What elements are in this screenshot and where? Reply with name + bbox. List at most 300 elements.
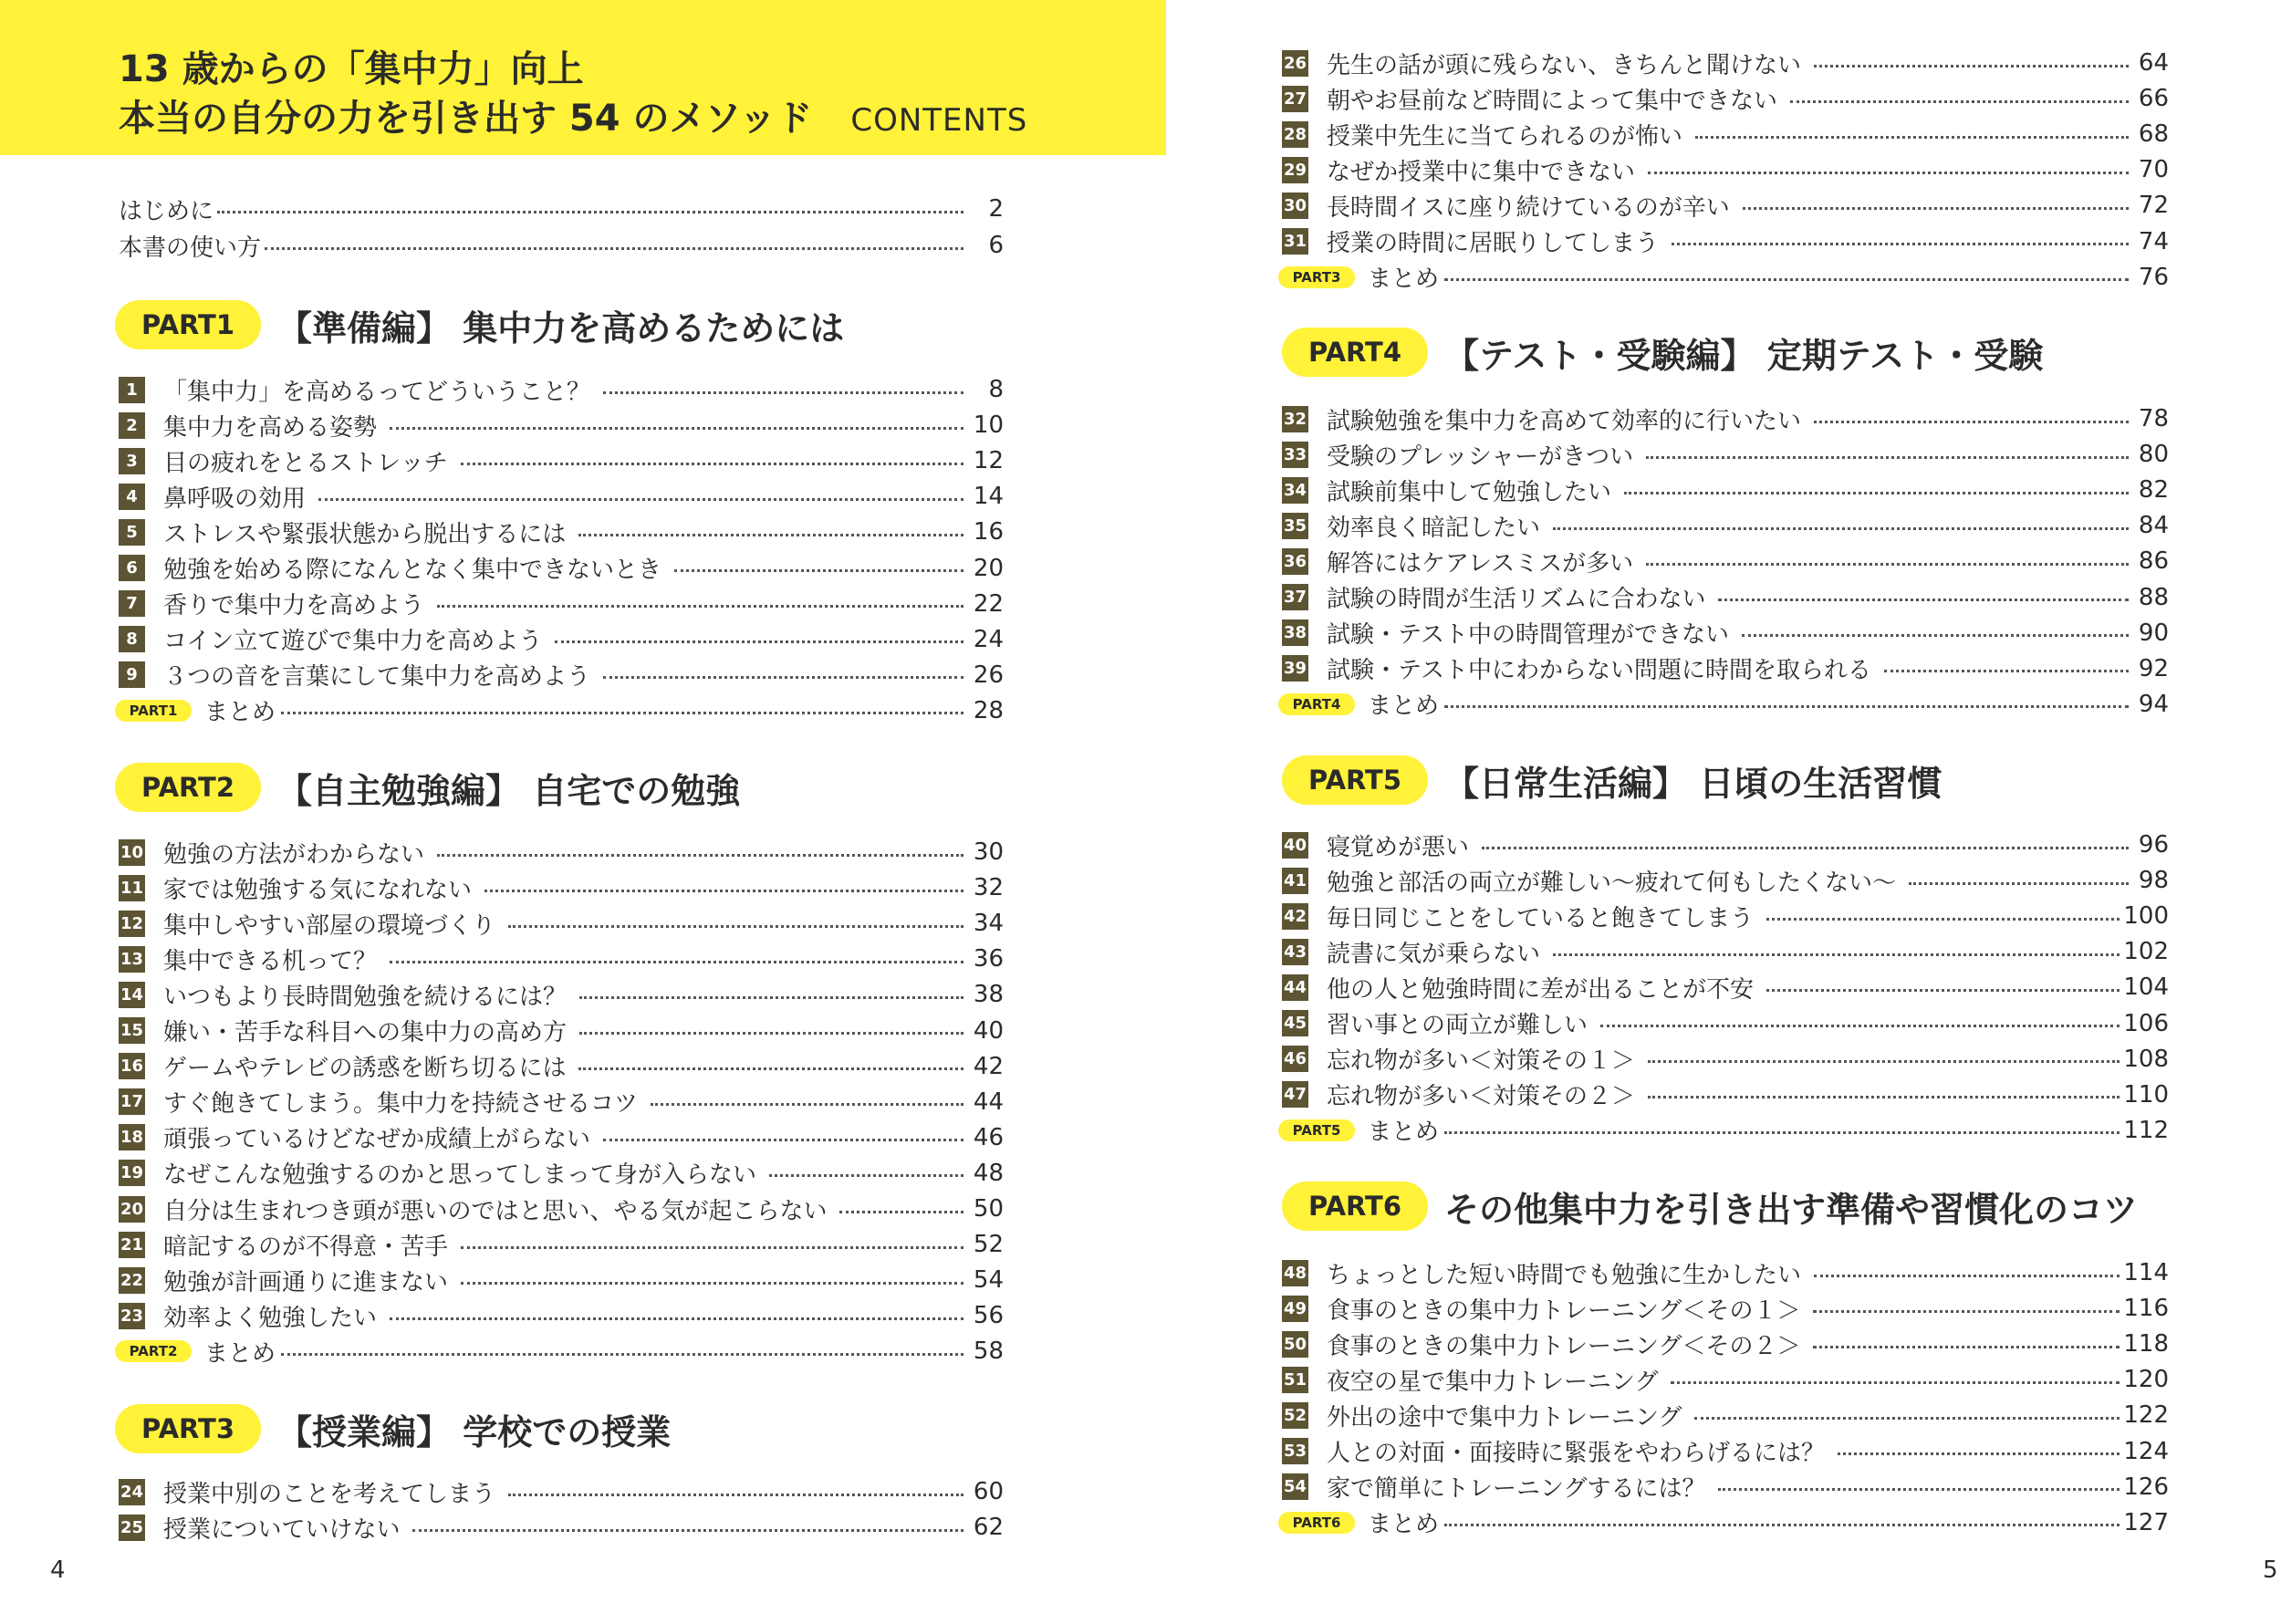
chapter-number-box: 39 — [1282, 655, 1308, 682]
dot-leader — [1553, 527, 2129, 530]
toc-item-label: はじめに — [119, 197, 214, 225]
toc-item-row[interactable] — [1282, 972, 2169, 1003]
chapter-number-box: 6 — [119, 555, 145, 581]
toc-page-number: 24 — [973, 625, 1004, 653]
toc-item-row[interactable] — [119, 908, 1004, 939]
chapter-number-box: 41 — [1282, 868, 1308, 894]
chapter-number-box: 20 — [119, 1196, 145, 1223]
toc-page-number: 50 — [973, 1195, 1004, 1223]
dot-leader — [412, 1529, 963, 1532]
toc-page-number: 46 — [973, 1123, 1004, 1151]
part-mini-badge: PART1 — [115, 700, 192, 722]
toc-item-row[interactable] — [119, 1015, 1004, 1046]
toc-item-row[interactable] — [1282, 1328, 2169, 1359]
toc-item-row[interactable] — [1282, 865, 2169, 896]
toc-item-row[interactable] — [119, 1087, 1004, 1118]
toc-item-label: 勉強を始める際になんとなく集中できないとき — [163, 557, 662, 584]
toc-item-label: 夜空の星で集中力トレーニング — [1327, 1368, 1659, 1396]
dot-leader — [1482, 847, 2129, 849]
toc-page-number: 108 — [2123, 1045, 2169, 1073]
toc-page-number: 54 — [973, 1266, 1004, 1295]
toc-page-number: 84 — [2138, 512, 2169, 540]
toc-item-label: 家で簡単にトレーニングするには？ — [1327, 1475, 1706, 1504]
chapter-number-box: 18 — [119, 1124, 145, 1150]
dot-leader — [1814, 421, 2129, 423]
part-header — [1282, 1179, 2138, 1234]
toc-item-row[interactable] — [119, 660, 1004, 691]
toc-item-row[interactable] — [119, 1512, 1004, 1543]
dot-leader — [265, 247, 963, 250]
part-mini-badge: PART2 — [115, 1340, 192, 1362]
toc-item-label: 朝やお昼前など時間によって集中できない — [1327, 87, 1778, 115]
toc-item-row[interactable] — [119, 1051, 1004, 1082]
part-title: 【テスト・受験編】 定期テスト・受験 — [1444, 335, 2044, 376]
toc-item-label: 毎日同じことをしていると飽きてしまう — [1327, 904, 1755, 932]
chapter-number-box: 28 — [1282, 121, 1308, 148]
toc-page-number: 14 — [973, 483, 1004, 511]
page-number-right: 5 — [2263, 1556, 2278, 1584]
chapter-number-box: 5 — [119, 519, 145, 546]
toc-item-row[interactable] — [119, 516, 1004, 547]
toc-page-number: 72 — [2138, 192, 2169, 220]
toc-item-row[interactable] — [119, 1122, 1004, 1153]
toc-item-label: 本書の使い方 — [119, 234, 262, 262]
toc-item-label: 試験・テスト中にわからない問題に時間を取られる — [1327, 657, 1871, 685]
dot-leader — [461, 1282, 963, 1285]
toc-page-number: 8 — [988, 376, 1004, 403]
toc-item-row[interactable] — [119, 872, 1004, 903]
chapter-number-box: 40 — [1282, 832, 1308, 859]
toc-page-number: 40 — [973, 1016, 1004, 1045]
toc-item-label: ３つの音を言葉にして集中力を高めよう — [163, 663, 591, 692]
toc-item-row[interactable] — [119, 1158, 1004, 1189]
toc-item-row[interactable] — [1282, 47, 2169, 78]
toc-summary-row[interactable] — [1282, 689, 2169, 720]
chapter-number-box: 10 — [119, 839, 145, 866]
part-mini-badge: PART4 — [1278, 693, 1355, 715]
toc-item-label: 嫌い・苦手な科目への集中力の高め方 — [163, 1019, 568, 1046]
dot-leader — [578, 534, 963, 536]
toc-page-number: 32 — [973, 874, 1004, 902]
dot-leader — [1444, 1524, 2120, 1526]
toc-item-label: 効率良く暗記したい — [1327, 514, 1541, 542]
part-title: その他集中力を引き出す準備や習慣化のコツ — [1444, 1189, 2139, 1230]
toc-item-label: まとめ — [204, 1339, 276, 1368]
dot-leader — [1444, 705, 2129, 708]
toc-item-label: 自分は生まれつき頭が悪いのではと思い、やる気が起こらない — [163, 1197, 828, 1225]
toc-item-label: 他の人と勉強時間に差が出ることが不安 — [1327, 975, 1755, 1004]
toc-page-number: 126 — [2123, 1473, 2169, 1501]
toc-item-row[interactable] — [1282, 83, 2169, 114]
toc-item-row[interactable] — [1282, 474, 2169, 505]
dot-leader — [1884, 670, 2129, 672]
toc-intro-row[interactable] — [119, 193, 1004, 224]
dot-leader — [1671, 1381, 2120, 1384]
part-badge: PART5 — [1282, 755, 1428, 805]
toc-page-number: 44 — [973, 1088, 1004, 1116]
dot-leader — [555, 640, 963, 643]
toc-page-number: 42 — [973, 1052, 1004, 1080]
toc-page-number: 80 — [2138, 441, 2169, 469]
toc-item-row[interactable] — [1282, 1472, 2169, 1503]
toc-item-label: 鼻呼吸の効用 — [163, 484, 307, 513]
dot-leader — [1695, 136, 2129, 139]
toc-page-number: 64 — [2138, 49, 2169, 77]
toc-item-label: 勉強の方法がわからない — [163, 840, 425, 869]
chapter-number-box: 46 — [1282, 1046, 1308, 1072]
left-page — [0, 0, 1140, 1624]
toc-item-label: 頑張っているけどなぜか成績上がらない — [163, 1126, 591, 1154]
chapter-number-box: 44 — [1282, 974, 1308, 1001]
toc-item-row[interactable] — [1282, 403, 2169, 434]
dot-leader — [390, 427, 963, 430]
toc-item-label: まとめ — [1368, 265, 1440, 294]
dot-leader — [603, 1139, 963, 1141]
chapter-number-box: 52 — [1282, 1402, 1308, 1429]
toc-item-label: 先生の話が頭に残らない、きちんと聞けない — [1327, 51, 1802, 79]
toc-page-number: 104 — [2123, 973, 2169, 1002]
chapter-number-box: 31 — [1282, 228, 1308, 255]
toc-item-row[interactable] — [1282, 1257, 2169, 1288]
right-page — [1140, 0, 2281, 1624]
toc-page-number: 118 — [2123, 1330, 2169, 1359]
toc-item-label: 忘れ物が多い＜対策その２＞ — [1327, 1083, 1636, 1111]
part-mini-badge: PART6 — [1278, 1512, 1355, 1534]
toc-page-number: 10 — [973, 411, 1004, 440]
toc-item-row[interactable] — [119, 410, 1004, 441]
toc-item-row[interactable] — [1282, 190, 2169, 221]
chapter-number-box: 54 — [1282, 1473, 1308, 1500]
toc-item-label: 食事のときの集中力トレーニング＜その２＞ — [1327, 1332, 1801, 1360]
chapter-number-box: 43 — [1282, 939, 1308, 965]
toc-item-label: すぐ飽きてしまう。集中力を持続させるコツ — [163, 1090, 639, 1119]
dot-leader — [508, 1494, 963, 1496]
dot-leader — [217, 211, 963, 213]
chapter-number-box: 21 — [119, 1232, 145, 1258]
toc-summary-row[interactable] — [1282, 1507, 2169, 1538]
dot-leader — [390, 961, 963, 963]
chapter-number-box: 29 — [1282, 157, 1308, 183]
toc-item-row[interactable] — [119, 979, 1004, 1010]
toc-page-number: 52 — [973, 1231, 1004, 1259]
toc-page-number: 34 — [973, 910, 1004, 938]
toc-item-row[interactable] — [1282, 510, 2169, 541]
toc-item-row[interactable] — [119, 837, 1004, 868]
toc-page-number: 56 — [973, 1302, 1004, 1330]
chapter-number-box: 22 — [119, 1267, 145, 1294]
toc-item-row[interactable] — [1282, 1293, 2169, 1324]
toc-page-number: 86 — [2138, 547, 2169, 576]
toc-item-row[interactable] — [1282, 1364, 2169, 1395]
dot-leader — [839, 1211, 963, 1213]
toc-item-label: 集中力を高める姿勢 — [163, 413, 378, 442]
toc-item-row[interactable] — [1282, 1044, 2169, 1075]
dot-leader — [1718, 1488, 2120, 1491]
toc-page-number: 122 — [2123, 1401, 2169, 1430]
chapter-number-box: 53 — [1282, 1438, 1308, 1464]
toc-item-label: 寝覚めが悪い — [1327, 833, 1470, 861]
toc-item-row[interactable] — [119, 445, 1004, 476]
toc-page-number: 70 — [2138, 156, 2169, 184]
toc-item-label: 集中できる机って？ — [163, 947, 378, 975]
toc-item-row[interactable] — [119, 374, 1004, 405]
toc-page-number: 90 — [2138, 619, 2169, 647]
chapter-number-box: 37 — [1282, 584, 1308, 610]
dot-leader — [484, 890, 963, 892]
toc-item-row[interactable] — [119, 1265, 1004, 1296]
toc-item-label: ストレスや緊張状態から脱出するには — [163, 520, 567, 548]
dot-leader — [281, 1353, 963, 1356]
chapter-number-box: 9 — [119, 661, 145, 688]
chapter-number-box: 33 — [1282, 442, 1308, 468]
toc-page-number: 127 — [2123, 1508, 2169, 1536]
toc-item-label: ゲームやテレビの誘惑を断ち切るには — [163, 1055, 567, 1083]
toc-page-number: 12 — [973, 447, 1004, 475]
toc-intro-row[interactable] — [119, 230, 1004, 261]
part-mini-badge: PART5 — [1278, 1119, 1355, 1141]
toc-item-row[interactable] — [1282, 1008, 2169, 1039]
toc-page-number: 62 — [973, 1514, 1004, 1542]
toc-summary-row[interactable] — [1282, 262, 2169, 293]
part-mini-badge: PART3 — [1278, 266, 1355, 288]
toc-page-number: 78 — [2138, 405, 2169, 432]
toc-page-number: 112 — [2123, 1116, 2169, 1144]
chapter-number-box: 4 — [119, 484, 145, 510]
toc-item-row[interactable] — [119, 1300, 1004, 1331]
chapter-number-box: 23 — [119, 1303, 145, 1329]
toc-item-label: 外出の途中で集中力トレーニング — [1327, 1403, 1682, 1431]
toc-item-row[interactable] — [1282, 618, 2169, 649]
dot-leader — [1444, 1131, 2120, 1134]
chapter-number-box: 2 — [119, 412, 145, 439]
dot-leader — [1909, 882, 2129, 885]
toc-page-number: 82 — [2138, 476, 2169, 505]
part-header — [115, 1401, 671, 1456]
chapter-number-box: 11 — [119, 875, 145, 901]
toc-page-number: 30 — [973, 838, 1004, 866]
toc-page-number: 68 — [2138, 120, 2169, 149]
part-badge: PART1 — [115, 300, 261, 349]
toc-item-row[interactable] — [1282, 900, 2169, 932]
toc-item-row[interactable] — [119, 1229, 1004, 1260]
toc-item-row[interactable] — [1282, 154, 2169, 185]
page-number-left: 4 — [50, 1556, 66, 1584]
toc-item-label: 暗記するのが不得意・苦手 — [163, 1233, 449, 1261]
toc-item-row[interactable] — [119, 624, 1004, 655]
toc-item-label: 勉強が計画通りに進まない — [163, 1268, 449, 1296]
part-title: 【日常生活編】 日頃の生活習慣 — [1444, 763, 1942, 804]
dot-leader — [579, 1032, 963, 1035]
toc-summary-row[interactable] — [119, 695, 1004, 726]
dot-leader — [1742, 634, 2129, 637]
toc-page-number: 106 — [2123, 1009, 2169, 1037]
toc-item-label: 試験・テスト中の時間管理ができない — [1327, 621, 1729, 650]
toc-item-label: 忘れ物が多い＜対策その１＞ — [1327, 1047, 1636, 1076]
chapter-number-box: 25 — [119, 1515, 145, 1541]
toc-item-row[interactable] — [1282, 226, 2169, 257]
dot-leader — [1624, 492, 2129, 494]
chapter-number-box: 35 — [1282, 513, 1308, 539]
chapter-number-box: 27 — [1282, 86, 1308, 112]
chapter-number-box: 36 — [1282, 548, 1308, 575]
toc-item-label: まとめ — [1368, 692, 1440, 721]
contents-label: CONTENTS — [850, 102, 1028, 139]
chapter-number-box: 48 — [1282, 1260, 1308, 1286]
toc-page-number: 120 — [2123, 1366, 2169, 1394]
dot-leader — [603, 676, 963, 679]
toc-item-label: 授業中先生に当てられるのが怖い — [1327, 122, 1683, 151]
dot-leader — [603, 391, 963, 394]
toc-item-row[interactable] — [119, 588, 1004, 619]
toc-item-label: いつもより長時間勉強を続けるには？ — [163, 983, 568, 1011]
dot-leader — [461, 1246, 963, 1249]
toc-item-row[interactable] — [1282, 1436, 2169, 1467]
toc-page-number: 110 — [2123, 1080, 2169, 1109]
chapter-number-box: 8 — [119, 626, 145, 652]
toc-item-label: 試験勉強を集中力を高めて効率的に行いたい — [1327, 407, 1802, 435]
dot-leader — [1813, 1310, 2120, 1313]
dot-leader — [1718, 599, 2129, 601]
toc-page-number: 88 — [2138, 583, 2169, 611]
toc-item-label: 授業の時間に居眠りしてしまう — [1327, 230, 1660, 257]
toc-page-number: 26 — [973, 661, 1004, 689]
part-title: 【授業編】 学校での授業 — [277, 1411, 672, 1452]
toc-page-number: 100 — [2123, 902, 2169, 931]
toc-item-row[interactable] — [119, 481, 1004, 512]
toc-item-row[interactable] — [1282, 653, 2169, 684]
chapter-number-box: 15 — [119, 1017, 145, 1044]
chapter-number-box: 49 — [1282, 1296, 1308, 1322]
dot-leader — [1790, 100, 2129, 103]
dot-leader — [1694, 1417, 2120, 1420]
book-subtitle — [119, 89, 1027, 141]
toc-page-number: 114 — [2123, 1259, 2169, 1286]
subtitle-text: 本当の自分の力を引き出す 54 のメソッド — [119, 98, 813, 140]
chapter-number-box: 1 — [119, 377, 145, 403]
toc-item-row[interactable] — [1282, 1079, 2169, 1110]
toc-item-label: コイン立て遊びで集中力を高めよう — [163, 628, 543, 656]
part-badge: PART3 — [115, 1404, 261, 1453]
toc-item-label: なぜか授業中に集中できない — [1327, 158, 1636, 186]
toc-item-label: 習い事との両立が難しい — [1327, 1012, 1588, 1039]
toc-item-label: 家では勉強する気になれない — [163, 876, 473, 904]
toc-item-label: 「集中力」を高めるってどういうこと？ — [163, 378, 591, 406]
dot-leader — [390, 1317, 963, 1320]
toc-page-number: 48 — [973, 1159, 1004, 1187]
dot-leader — [437, 605, 963, 608]
dot-leader — [1648, 1096, 2120, 1098]
dot-leader — [674, 569, 963, 572]
dot-leader — [1743, 207, 2129, 210]
dot-leader — [318, 498, 963, 501]
toc-item-row[interactable] — [119, 1193, 1004, 1224]
dot-leader — [578, 1067, 963, 1070]
dot-leader — [651, 1103, 963, 1106]
part-header — [1282, 753, 1942, 807]
book-title: 13 歳からの「集中力」向上 — [119, 48, 584, 90]
part-badge: PART6 — [1282, 1182, 1428, 1231]
chapter-number-box: 24 — [119, 1479, 145, 1505]
chapter-number-box: 50 — [1282, 1331, 1308, 1358]
toc-item-row[interactable] — [119, 553, 1004, 584]
toc-page-number: 6 — [988, 232, 1004, 259]
toc-page-number: 16 — [973, 518, 1004, 547]
toc-item-row[interactable] — [1282, 439, 2169, 470]
toc-item-label: 人との対面・面接時に緊張をやわらげるには？ — [1327, 1440, 1826, 1467]
dot-leader — [461, 463, 963, 465]
toc-item-label: 試験の時間が生活リズムに合わない — [1327, 586, 1706, 613]
dot-leader — [1813, 1346, 2120, 1348]
toc-item-label: 試験前集中して勉強したい — [1327, 478, 1612, 506]
dot-leader — [1766, 989, 2120, 992]
dot-leader — [281, 712, 963, 714]
dot-leader — [769, 1174, 963, 1177]
chapter-number-box: 32 — [1282, 406, 1308, 432]
chapter-number-box: 42 — [1282, 903, 1308, 930]
toc-item-label: まとめ — [1368, 1511, 1440, 1539]
toc-item-row[interactable] — [119, 943, 1004, 974]
chapter-number-box: 45 — [1282, 1010, 1308, 1036]
part-badge: PART2 — [115, 763, 261, 812]
toc-item-row[interactable] — [1282, 829, 2169, 860]
toc-page-number: 2 — [988, 195, 1004, 223]
toc-item-row[interactable] — [1282, 936, 2169, 967]
chapter-number-box: 12 — [119, 911, 145, 937]
toc-page-number: 92 — [2138, 654, 2169, 682]
dot-leader — [1814, 1275, 2120, 1277]
toc-item-row[interactable] — [1282, 1400, 2169, 1431]
toc-item-label: 集中しやすい部屋の環境づくり — [163, 911, 496, 940]
dot-leader — [1814, 65, 2129, 68]
chapter-number-box: 47 — [1282, 1081, 1308, 1108]
toc-summary-row[interactable] — [1282, 1115, 2169, 1146]
toc-item-row[interactable] — [1282, 582, 2169, 613]
toc-item-row[interactable] — [1282, 546, 2169, 577]
chapter-number-box: 34 — [1282, 477, 1308, 504]
chapter-number-box: 17 — [119, 1088, 145, 1115]
dot-leader — [1838, 1452, 2120, 1455]
dot-leader — [1553, 953, 2120, 956]
dot-leader — [1646, 456, 2129, 459]
toc-item-row[interactable] — [119, 1476, 1004, 1507]
chapter-number-box: 3 — [119, 448, 145, 474]
toc-page-number: 66 — [2138, 85, 2169, 113]
toc-page-number: 124 — [2123, 1437, 2169, 1465]
toc-page-number: 74 — [2138, 227, 2169, 255]
toc-item-label: 長時間イスに座り続けているのが辛い — [1327, 193, 1730, 222]
chapter-number-box: 14 — [119, 982, 145, 1008]
chapter-number-box: 30 — [1282, 193, 1308, 219]
toc-page-number: 36 — [973, 945, 1004, 973]
toc-item-label: 勉強と部活の両立が難しい〜疲れて何もしたくない〜 — [1327, 869, 1897, 897]
toc-item-row[interactable] — [1282, 119, 2169, 150]
part-header — [1282, 325, 2043, 380]
part-badge: PART4 — [1282, 328, 1428, 377]
toc-summary-row[interactable] — [119, 1336, 1004, 1367]
toc-page-number: 20 — [973, 554, 1004, 582]
toc-item-label: まとめ — [1368, 1119, 1440, 1147]
dot-leader — [1648, 172, 2129, 174]
chapter-number-box: 51 — [1282, 1367, 1308, 1393]
dot-leader — [579, 996, 963, 999]
toc-page-number: 28 — [973, 696, 1004, 724]
toc-item-label: 解答にはケアレスミスが多い — [1327, 549, 1634, 578]
toc-item-label: 受験のプレッシャーがきつい — [1327, 442, 1634, 471]
toc-item-label: ちょっとした短い時間でも勉強に生かしたい — [1327, 1261, 1802, 1289]
part-title: 【自主勉強編】 自宅での勉強 — [277, 770, 741, 811]
toc-page-number: 94 — [2138, 690, 2169, 718]
toc-page-number: 22 — [973, 589, 1004, 618]
